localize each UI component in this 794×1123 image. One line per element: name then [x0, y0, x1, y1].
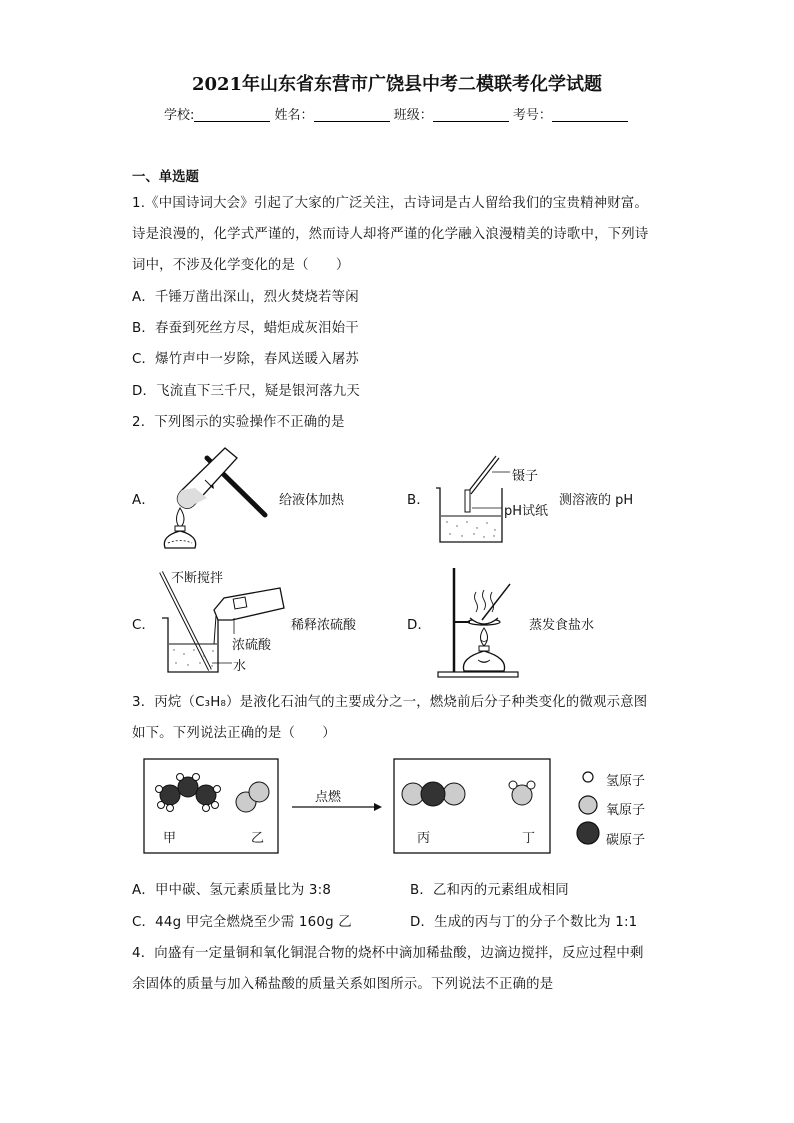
q1-option-b: B．春蚕到死丝方尽，蜡炬成灰泪始干: [132, 321, 359, 336]
q2-b-label-paper: pH试纸: [504, 504, 549, 519]
q3-option-d: D．生成的丙与丁的分子个数比为 1:1: [410, 915, 638, 930]
evaporation-diagram: [434, 564, 524, 684]
class-label: 班级：: [393, 108, 433, 123]
legend-carbon-symbol: [577, 822, 599, 844]
legend-hydrogen-symbol: [583, 772, 593, 782]
label-bing: 丙: [417, 831, 431, 846]
carbon-dioxide-molecule: [402, 782, 465, 806]
q1-option-d: D．飞流直下三千尺，疑是银河落九天: [132, 384, 360, 399]
name-label: 姓名：: [274, 108, 314, 123]
page-title: 2021年山东省东营市广饶县中考二模联考化学试题: [191, 74, 603, 95]
q2-a-letter: A．: [132, 493, 155, 508]
q3-line-2: 如下。下列说法正确的是（ ）: [132, 726, 336, 741]
q2-c-letter: C．: [132, 618, 156, 633]
q2-d-letter: D．: [407, 618, 432, 633]
q2-c-label-stir: 不断搅拌: [171, 571, 224, 586]
id-label: 考号：: [512, 108, 552, 123]
id-blank: [552, 108, 628, 122]
class-blank: [433, 108, 509, 122]
label-jia: 甲: [163, 831, 177, 846]
label-yi: 乙: [251, 831, 265, 846]
q2-c-label-acid: 浓硫酸: [232, 638, 272, 653]
q2-b-label-tweezers: 镊子: [512, 469, 539, 484]
molecule-reaction-diagram: [140, 755, 660, 857]
school-blank: [194, 108, 270, 122]
q2-d-caption: 蒸发食盐水: [529, 618, 595, 633]
q4-line-1: 4．向盛有一定量铜和氧化铜混合物的烧杯中滴加稀盐酸，边滴边搅拌，反应过程中剩: [132, 946, 644, 961]
legend-oxygen-symbol: [579, 796, 597, 814]
q2-b-caption: 测溶液的 pH: [559, 493, 634, 508]
legend-carbon-label: 碳原子: [606, 833, 646, 848]
q3-option-a: A．甲中碳、氢元素质量比为 3:8: [132, 883, 332, 898]
legend-hydrogen-label: 氢原子: [606, 774, 646, 789]
q1-line-3: 词中，不涉及化学变化的是（ ）: [132, 258, 350, 273]
q1-option-c: C．爆竹声中一岁除，春风送暖入屠苏: [132, 352, 359, 367]
student-info-row: [164, 104, 628, 123]
school-label: 学校:: [164, 108, 195, 123]
q4-line-2: 余固体的质量与加入稀盐酸的质量关系如图所示。下列说法不正确的是: [132, 977, 554, 992]
arrow-label-ignite: 点燃: [315, 790, 342, 805]
q3-option-c: C．44g 甲完全燃烧至少需 160g 乙: [132, 915, 352, 930]
label-ding: 丁: [522, 831, 536, 846]
q2-a-caption: 给液体加热: [279, 493, 345, 508]
q2-c-label-water: 水: [233, 659, 247, 674]
q2-c-caption: 稀释浓硫酸: [291, 618, 357, 633]
q3-line-1: 3．丙烷（C₃H₈）是液化石油气的主要成分之一，燃烧前后分子种类变化的微观示意图: [132, 695, 648, 710]
heating-liquid-diagram: [155, 440, 275, 555]
q1-line-1: 1.《中国诗词大会》引起了大家的广泛关注，古诗词是古人留给我们的宝贵精神财富。: [132, 196, 649, 211]
q2-stem: 2．下列图示的实验操作不正确的是: [132, 415, 345, 430]
section-title: 一、单选题: [132, 170, 199, 185]
q3-option-b: B．乙和丙的元素组成相同: [410, 883, 569, 898]
q1-line-2: 诗是浪漫的，化学式严谨的，然而诗人却将严谨的化学融入浪漫精美的诗歌中，下列诗: [132, 227, 649, 242]
name-blank: [314, 108, 390, 122]
legend-oxygen-label: 氧原子: [606, 803, 646, 818]
q2-b-letter: B．: [407, 493, 430, 508]
q1-option-a: A．千锤万凿出深山，烈火焚烧若等闲: [132, 290, 359, 305]
